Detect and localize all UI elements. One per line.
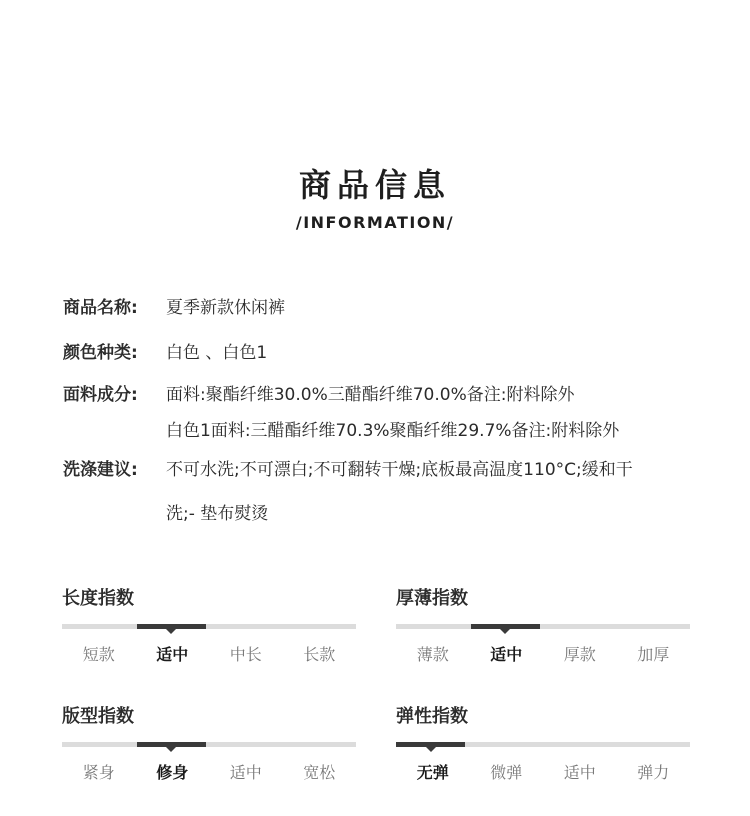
scale-pointer-icon [166, 629, 176, 634]
thickness-index [396, 584, 690, 664]
scale-track [62, 742, 356, 747]
info-row-name [63, 293, 285, 318]
scale-pointer-icon [166, 747, 176, 752]
scale-option: 紧身 [82, 763, 115, 782]
scale-pointer-icon [500, 629, 510, 634]
info-value-continuation: 白色1面料:三醋酯纤维70.3%聚酯纤维29.7%备注:附料除外 [166, 421, 620, 441]
info-value: 白色 、白色1 [166, 343, 268, 363]
scale-pointer-icon [426, 747, 436, 752]
scale-title: 弹性指数 [396, 706, 468, 727]
scale-option: 微弹 [490, 763, 523, 782]
scale-option: 适中 [229, 763, 262, 782]
info-value-continuation: 洗;- 垫布熨烫 [166, 504, 269, 524]
scale-title: 长度指数 [62, 588, 134, 609]
info-label: 颜色种类: [63, 343, 138, 363]
length-index [62, 584, 356, 664]
scale-option: 长款 [303, 645, 336, 664]
scale-track [396, 624, 690, 629]
scale-option: 宽松 [303, 763, 336, 782]
info-label: 商品名称: [63, 298, 138, 318]
info-label: 面料成分: [63, 385, 138, 405]
scale-track [396, 742, 690, 747]
scale-option: 厚款 [563, 645, 596, 664]
info-value: 不可水洗;不可漂白;不可翻转干燥;底板最高温度110°C;缓和干 [166, 460, 633, 480]
info-row-color [63, 338, 267, 363]
scale-title: 厚薄指数 [396, 588, 468, 609]
section-subtitle: /INFORMATION/ [295, 213, 455, 232]
scale-option: 适中 [563, 763, 596, 782]
info-value: 面料:聚酯纤维30.0%三醋酯纤维70.0%备注:附料除外 [166, 385, 575, 405]
info-value: 夏季新款休闲裤 [166, 298, 285, 318]
scale-option: 弹力 [637, 763, 670, 782]
scale-option: 适中 [490, 645, 523, 664]
fit-index [62, 702, 356, 782]
info-row-fabric [63, 380, 574, 405]
scale-option: 适中 [156, 645, 189, 664]
scale-option: 中长 [229, 645, 262, 664]
scale-track [62, 624, 356, 629]
info-label: 洗涤建议: [63, 460, 138, 480]
scale-title: 版型指数 [62, 706, 134, 727]
section-title: 商品信息 [298, 166, 451, 204]
scale-option: 薄款 [416, 645, 449, 664]
info-row-wash [63, 455, 633, 480]
elasticity-index [396, 702, 690, 782]
scale-option: 修身 [156, 763, 189, 782]
scale-option: 加厚 [637, 645, 670, 664]
scale-option: 无弹 [416, 763, 449, 782]
scale-option: 短款 [82, 645, 115, 664]
